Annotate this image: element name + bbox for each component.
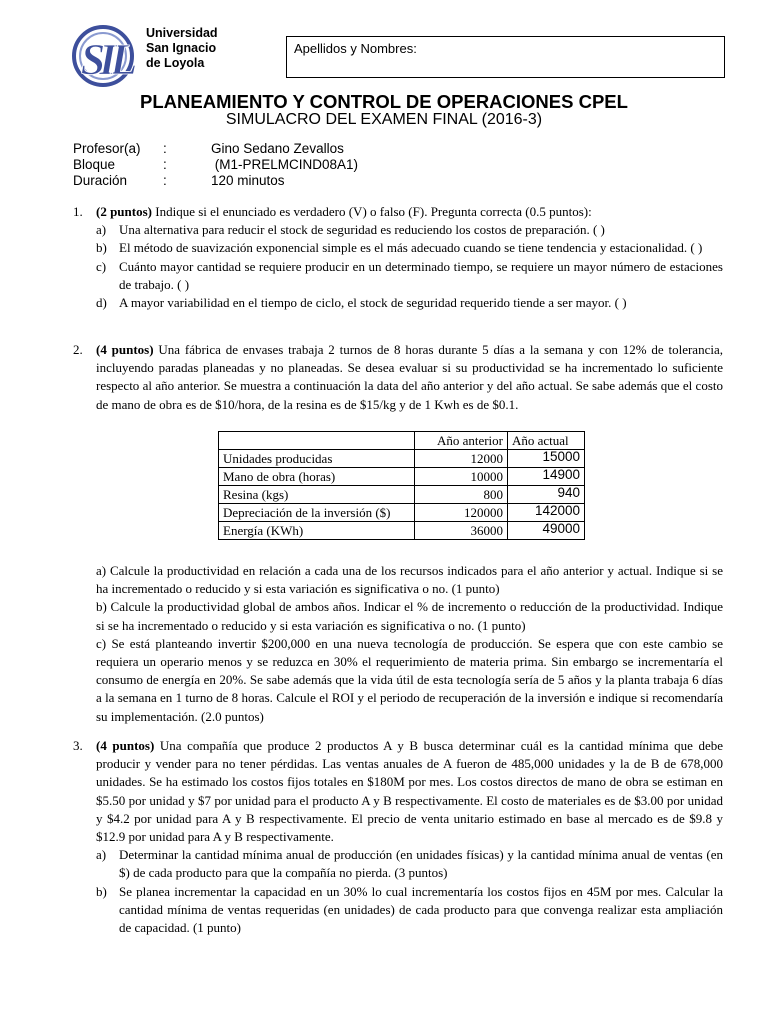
table-header-cell: Año anterior xyxy=(415,432,508,450)
question-2-parts xyxy=(73,562,723,726)
table-cell-anterior: 120000 xyxy=(415,504,508,522)
table-header-cell xyxy=(219,432,415,450)
university-line: de Loyola xyxy=(146,56,205,70)
item-letter: a) xyxy=(96,222,107,238)
info-value: Gino Sedano Zevallos xyxy=(211,141,344,156)
item-text: Determinar la cantidad mínima anual de producción (en unidades físicas) y la cantidad mínima anual de ventas (en $) de cada producto para que la compañía no pierda. (3 puntos) xyxy=(119,847,723,881)
info-row xyxy=(73,157,358,173)
question-1 xyxy=(73,203,723,312)
item-letter: c) xyxy=(96,258,107,274)
table-header-cell: Año actual xyxy=(508,432,585,450)
item-letter: b) xyxy=(96,883,107,899)
table-cell-actual: 142000 xyxy=(508,504,585,522)
table-cell-anterior: 800 xyxy=(415,486,508,504)
logo-monogram: SIL xyxy=(80,35,132,84)
question-number: 3. xyxy=(73,738,83,753)
production-data-table xyxy=(218,431,585,540)
question-text: Una compañía que produce 2 productos A y B busca determinar cuál es la cantidad mínima que debe producir y vender para no tener pérdidas. Las ventas anuales de A fueron de 485,000 unidades y la de B de 678,000 unidades. Se ha estimado los costos fijos totales en $180M por mes. Los costos directos de mano de obra se estiman en $5.50 por unidad y $7 por unidad para el producto A y B respectivamente. El costo de materiales es de $3.00 por unidad y $4.2 por unidad para A y B respectivamente. El precio de venta unitario estimado en base al mercado es de $9.8 y $12.9 por unidad para A y B respectivamente. xyxy=(96,738,723,845)
table-cell-actual: 15000 xyxy=(508,450,585,468)
table-cell-actual: 49000 xyxy=(508,522,585,540)
q1-item-a xyxy=(96,221,723,239)
q1-item-c xyxy=(96,258,723,294)
q2-part-a: a) Calcule la productividad en relación a cada una de los recursos indicados para el año anterior y actual. Indique si se ha incrementado o reducido y si esta variación es significativa o no. (1 punto) xyxy=(96,563,723,597)
question-number: 1. xyxy=(73,204,83,219)
q1-item-b xyxy=(96,239,723,257)
item-text: Cuánto mayor cantidad se requiere producir en un determinado tiempo, se requiere un mayor número de estaciones de trabajo. ( ) xyxy=(119,258,723,292)
info-sep: : xyxy=(163,173,167,188)
table-row xyxy=(219,522,585,540)
question-2 xyxy=(73,341,723,414)
question-statement xyxy=(96,737,723,846)
question-text: Indique si el enunciado es verdadero (V) o falso (F). Pregunta correcta (0.5 puntos): xyxy=(152,204,592,219)
table-row xyxy=(219,486,585,504)
table-cell-anterior: 12000 xyxy=(415,450,508,468)
table-cell-label: Energía (KWh) xyxy=(219,522,415,540)
table-cell-actual: 940 xyxy=(508,486,585,504)
exam-info xyxy=(73,141,358,189)
table-header-row xyxy=(219,432,585,450)
question-points: (2 puntos) xyxy=(96,204,152,219)
university-line: Universidad xyxy=(146,26,218,40)
table-cell-label: Depreciación de la inversión ($) xyxy=(219,504,415,522)
q2-part-b: b) Calcule la productividad global de ambos años. Indicar el % de incremento o reducción de la productividad. Indique si se ha incrementado o reducido y si esta variación es significativa o no. (1 punto) xyxy=(96,599,723,633)
student-name-label: Apellidos y Nombres: xyxy=(294,41,417,56)
item-letter: d) xyxy=(96,295,107,311)
item-text: Se planea incrementar la capacidad en un 30% lo cual incrementaría los costos fijos en 45M por mes. Calcular la cantidad mínima de ventas requeridas (en unidades) de cada producto para que convenga realizar esta ampliación de capacidad. (1 punto) xyxy=(119,883,723,936)
question-number: 2. xyxy=(73,342,83,357)
item-text: Una alternativa para reducir el stock de seguridad es reduciendo los costos de preparación. ( ) xyxy=(119,222,605,238)
table-cell-label: Mano de obra (horas) xyxy=(219,468,415,486)
table-cell-anterior: 10000 xyxy=(415,468,508,486)
table-cell-anterior: 36000 xyxy=(415,522,508,540)
info-label: Profesor(a) xyxy=(73,141,141,156)
question-3 xyxy=(73,737,723,937)
info-sep: : xyxy=(163,157,167,172)
university-line: San Ignacio xyxy=(146,41,217,55)
question-statement xyxy=(96,341,723,414)
question-statement xyxy=(96,203,723,221)
item-text: A mayor variabilidad en el tiempo de ciclo, el stock de seguridad requerido tiende a ser mayor. ( ) xyxy=(119,295,627,311)
info-value: (M1-PRELMCIND08A1) xyxy=(211,157,359,172)
info-label: Bloque xyxy=(73,157,116,172)
question-points: (4 puntos) xyxy=(96,738,155,753)
table-cell-label: Resina (kgs) xyxy=(219,486,415,504)
q3-item-b xyxy=(96,883,723,938)
university-name xyxy=(146,26,218,71)
table-row xyxy=(219,450,585,468)
info-row xyxy=(73,141,358,157)
table-row xyxy=(219,504,585,522)
item-text: El método de suavización exponencial simple es el más adecuado cuando se tiene tendencia y estacionalidad. ( ) xyxy=(119,240,703,256)
info-sep: : xyxy=(163,141,167,156)
q1-item-d xyxy=(96,294,723,312)
exam-title: PLANEAMIENTO Y CONTROL DE OPERACIONES CPEL xyxy=(140,91,628,112)
info-row xyxy=(73,173,358,189)
q2-part-c: c) Se está planteando invertir $200,000 en una nueva tecnología de producción. Se espera que con este cambio se requiera un operario menos y se reduzca en 30% el requerimiento de materia prima. Sin embargo se incrementaría el consumo de energía en 20%. Se sabe además que la vida útil de esta tecnología sería de 5 años y la planta trabaja 6 días a la semana en 1 turno de 8 horas. Calcule el ROI y el periodo de recuperación de la inversión e indique si recomendaría su implementación. (2.0 puntos) xyxy=(96,635,723,724)
info-label: Duración xyxy=(73,173,128,188)
university-logo xyxy=(70,18,142,92)
table-cell-label: Unidades producidas xyxy=(219,450,415,468)
exam-subtitle: SIMULACRO DEL EXAMEN FINAL (2016-3) xyxy=(225,111,543,128)
q3-item-a xyxy=(96,846,723,882)
table-cell-actual: 14900 xyxy=(508,468,585,486)
item-letter: a) xyxy=(96,847,107,863)
question-points: (4 puntos) xyxy=(96,342,154,357)
student-name-field[interactable] xyxy=(286,36,725,78)
table-row xyxy=(219,468,585,486)
item-letter: b) xyxy=(96,240,107,256)
question-text: Una fábrica de envases trabaja 2 turnos de 8 horas durante 5 días a la semana y con 12% de tolerancia, incluyendo paradas planeadas y no planeadas. Se desea evaluar si su productividad se ha incrementado lo suficiente respecto al año anterior. Se muestra a continuación la data del año anterior y del año actual. Se sabe además que el costo de mano de obra es de $10/hora, de la resina es de $15/kg y de 1 Kwh es de $0.1. xyxy=(96,342,723,412)
info-value: 120 minutos xyxy=(211,173,285,188)
